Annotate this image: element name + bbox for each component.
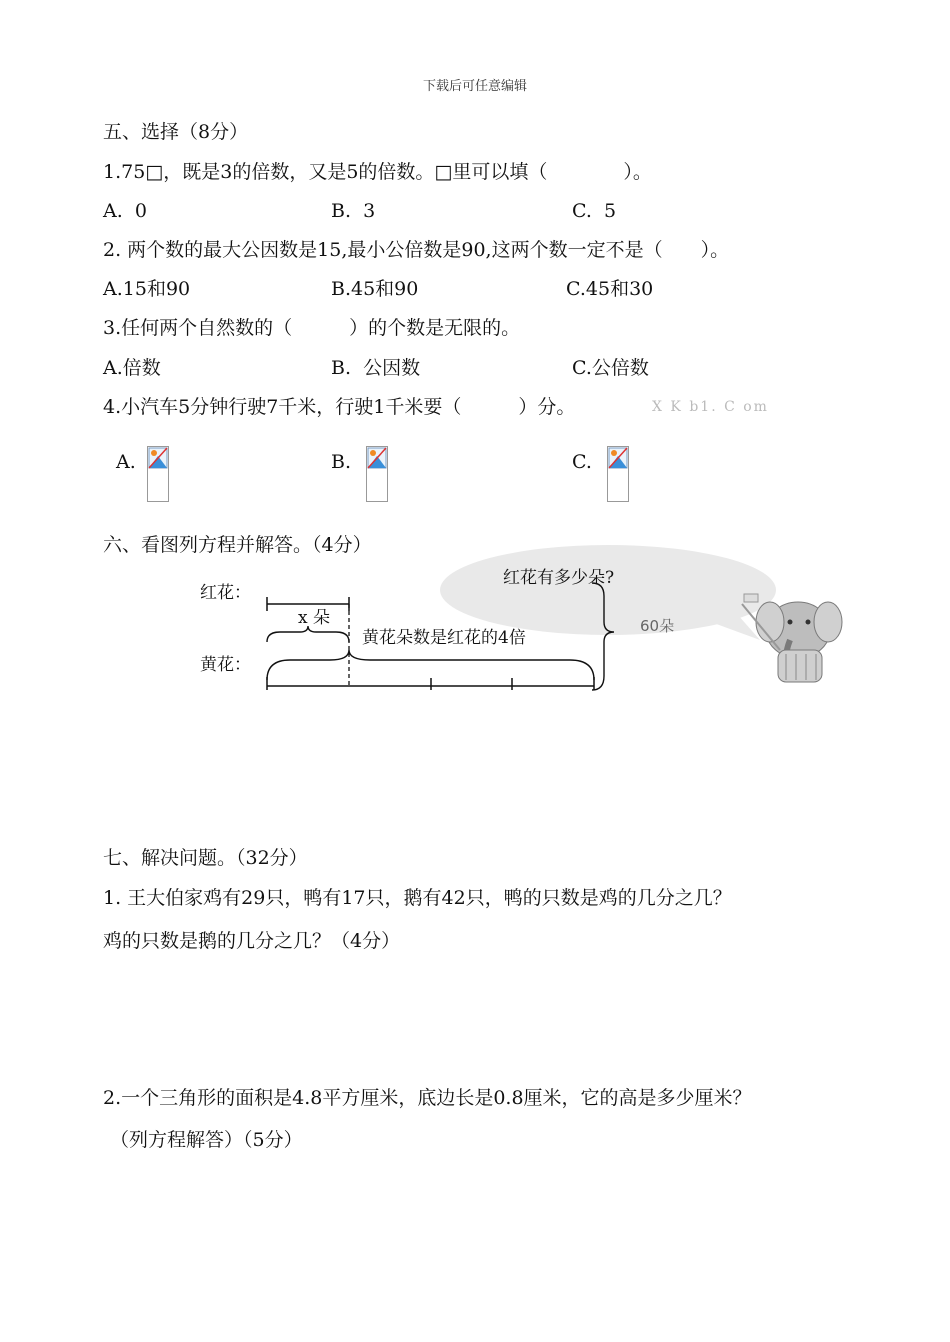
q3-option-c: C.公倍数	[572, 357, 649, 379]
q2-option-b: B.45和90	[331, 278, 419, 300]
q3-option-a: A.倍数	[103, 357, 161, 379]
q4-text: 4.小汽车5分钟行驶7千米，行驶1千米要（ ）分。	[103, 396, 576, 418]
q1-option-a: A. 0	[103, 200, 147, 222]
x-brace	[267, 626, 349, 642]
section7-title: 七、解决问题。（32分）	[103, 847, 308, 869]
red-flower-label: 红花：	[200, 583, 251, 603]
page-header: 下载后可任意编辑	[422, 79, 527, 94]
problem2-line2: （列方程解答）（5分）	[110, 1129, 303, 1151]
problem1-line2: 鸡的只数是鹅的几分之几？（4分）	[103, 930, 401, 952]
q1-text: 1.75□，既是3的倍数，又是5的倍数。□里可以填（ ）。	[103, 161, 652, 183]
x-label: x 朵	[298, 608, 330, 628]
q4-option-b: B.	[331, 451, 352, 473]
q2-option-c: C.45和30	[566, 278, 654, 300]
q4-option-c: C.	[572, 451, 592, 473]
q3-text: 3.任何两个自然数的（ ）的个数是无限的。	[103, 317, 521, 339]
q2-text: 2. 两个数的最大公因数是15,最小公倍数是90,这两个数一定不是（ ）。	[103, 239, 730, 261]
q4-option-a: A.	[116, 451, 136, 473]
q2-option-a: A.15和90	[103, 278, 191, 300]
q3-option-b: B. 公因数	[331, 357, 421, 379]
problem1-line1: 1. 王大伯家鸡有29只，鸭有17只，鹅有42只，鸭的只数是鸡的几分之几？	[103, 887, 732, 909]
q1-option-c: C. 5	[572, 200, 617, 222]
relation-label: 黄花朵数是红花的4倍	[362, 628, 526, 648]
yellow-brace	[267, 650, 594, 680]
yellow-flower-label: 黄花：	[200, 655, 251, 675]
watermark: X K b1. C om	[652, 399, 769, 415]
section5-title: 五、选择（8分）	[103, 121, 249, 143]
q1-option-b: B. 3	[331, 200, 376, 222]
total-label: 60朵	[640, 617, 675, 635]
problem2-line1: 2.一个三角形的面积是4.8平方厘米，底边长是0.8厘米，它的高是多少厘米？	[103, 1087, 752, 1109]
section6-title: 六、看图列方程并解答。（4分）	[103, 534, 372, 556]
bubble-question: 红花有多少朵?	[503, 568, 615, 588]
